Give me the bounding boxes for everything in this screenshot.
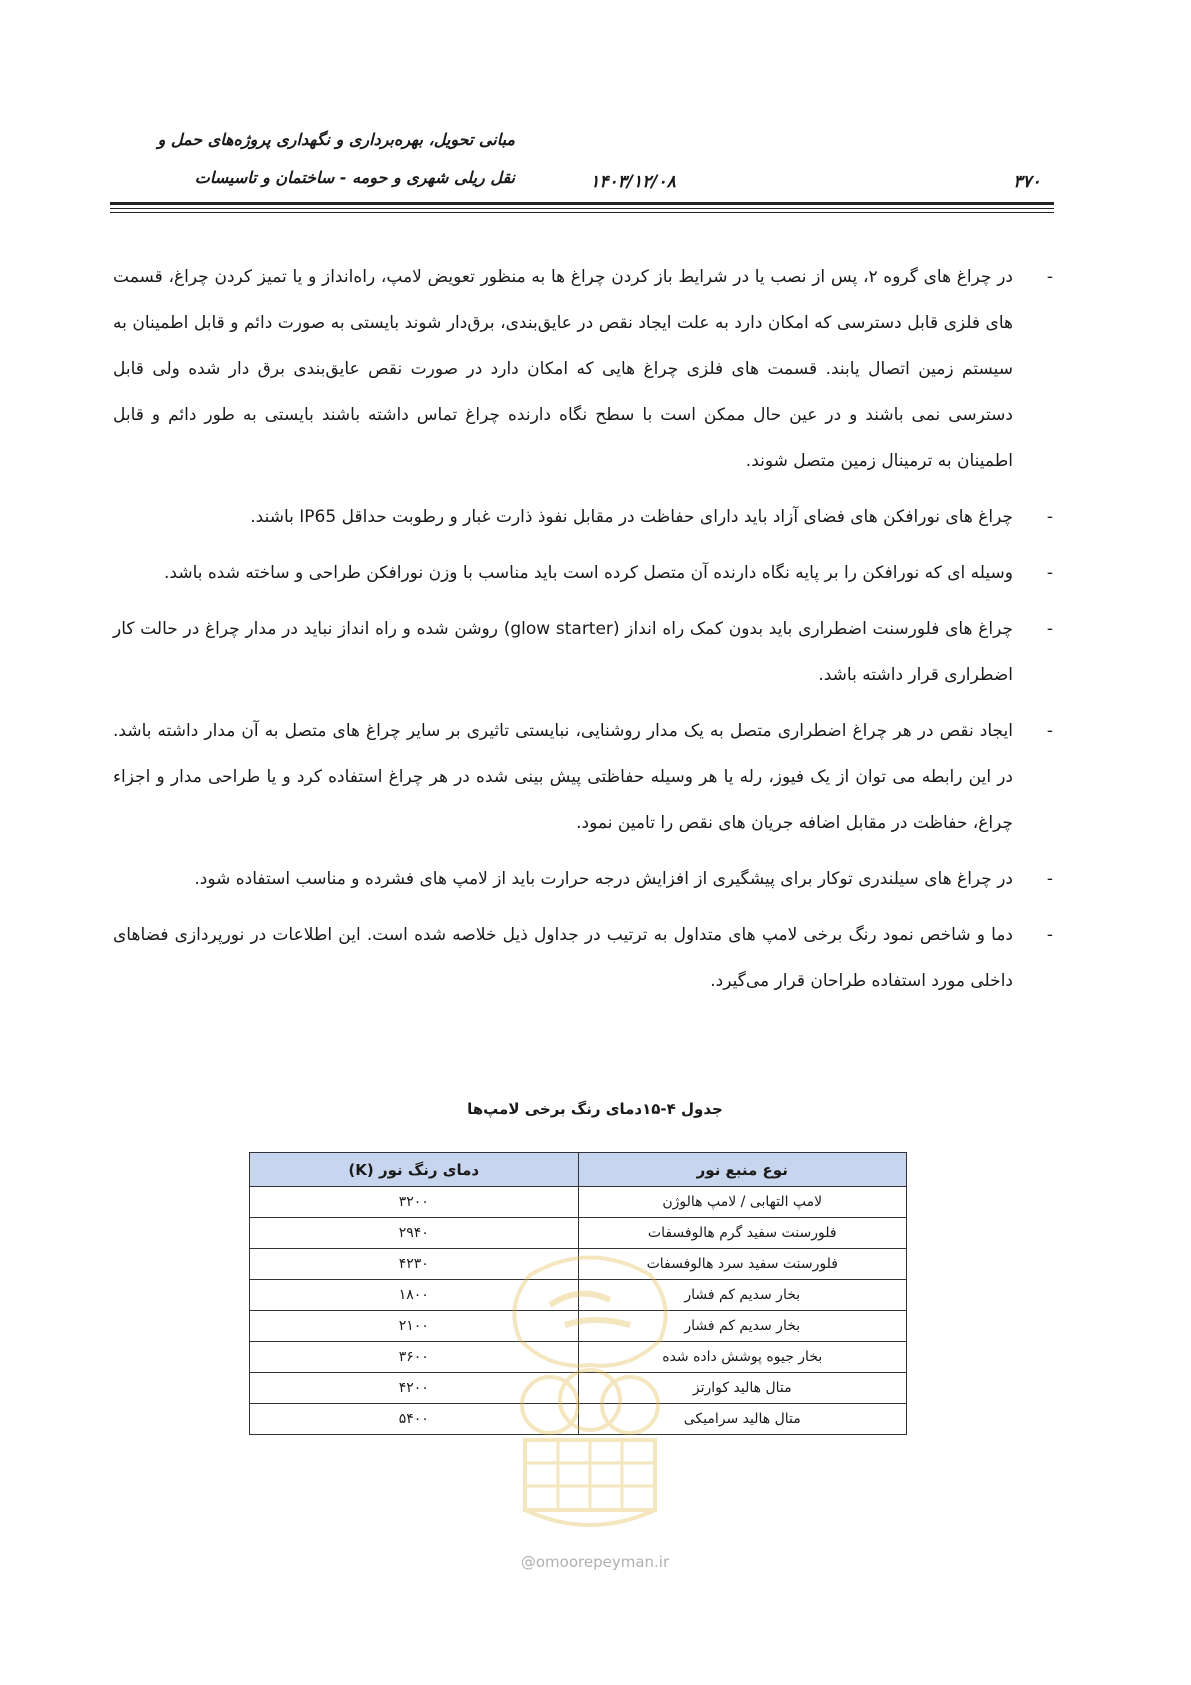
bullet-dash: - [1046,619,1053,639]
cell-source: لامپ التهابی / لامپ هالوژن [578,1187,907,1218]
body-text [113,254,1053,1014]
list-item-text: ایجاد نقص در هر چراغ اضطراری متصل به یک مدار روشنایی، نبایستی تاثیری بر سایر چراغ های متصل به آن مدار داشته باشد. در این رابطه می توان از یک فیوز، رله یا هر وسیله حفاظتی پیش بینی شده در هر چراغ استفاده کرد و یا طراحی مدار و اجزاء چراغ، حفاظت در مقابل اضافه جریان های نقص را تامین نمود. [113,721,1013,833]
cell-temp: ۲۱۰۰ [250,1311,579,1342]
bullet-dash: - [1046,267,1053,287]
cell-source: بخار سدیم کم فشار [578,1311,907,1342]
list-item [113,856,1053,902]
table-row [250,1218,907,1249]
cell-source: بخار سدیم کم فشار [578,1280,907,1311]
bullet-dash: - [1046,563,1053,583]
column-header-source: نوع منبع نور [578,1153,907,1187]
cell-temp: ۴۲۳۰ [250,1249,579,1280]
list-item [113,550,1053,596]
list-item [113,606,1053,698]
list-item [113,254,1053,484]
list-item-text: چراغ های فلورسنت اضطراری باید بدون کمک راه انداز (glow starter) روشن شده و راه انداز نباید در مدار چراغ در حالت کار اضطراری قرار داشته باشد. [113,619,1013,685]
cell-temp: ۵۴۰۰ [250,1404,579,1435]
header-rule-thick [110,202,1054,205]
cell-source: متال هالید کوارتز [578,1373,907,1404]
table-row [250,1187,907,1218]
list-item-text: در چراغ های سیلندری توکار برای پیشگیری از افزایش درجه حرارت باید از لامپ های فشرده و مناسب استفاده شود. [194,869,1013,889]
bullet-dash: - [1046,925,1053,945]
bullet-dash: - [1046,507,1053,527]
cell-temp: ۳۲۰۰ [250,1187,579,1218]
list-item-text: در چراغ های گروه ۲، پس از نصب یا در شرایط باز کردن چراغ ها به منظور تعویض لامپ، راه‌انداز و یا تمیز کردن چراغ، قسمت های فلزی قابل دسترسی که امکان دارد به علت ایجاد نقص در عایق‌بندی، برق‌دار شوند بایستی به صورت دائم و قابل اطمینان به سیستم زمین اتصال یابند. قسمت های فلزی چراغ هایی که امکان دارد در صورت نقص عایق‌بندی برق دار شده ولی قابل دسترسی نمی باشند و در عین حال ممکن است با سطح نگاه دارنده چراغ تماس داشته باشند بایستی به طور دائم و قابل اطمینان به ترمینال زمین متصل شوند. [113,267,1013,471]
watermark-site: @omoorepeyman.ir [520,1553,670,1571]
watermark-logo [490,1245,690,1545]
header-title-line1: مبانی تحویل، بهره‌برداری و نگهداری پروژه‌های حمل و [157,130,515,149]
header-title-line2: نقل ریلی شهری و حومه - ساختمان و تاسیسات [194,168,515,187]
header-rule-thin [110,208,1054,209]
cell-source: بخار جیوه پوشش داده شده [578,1342,907,1373]
list-item-text: چراغ های نورافکن های فضای آزاد باید دارای حفاظت در مقابل نفوذ ذارت غبار و رطوبت حداقل IP65 باشند. [250,507,1013,527]
cell-source: فلورسنت سفید گرم هالوفسفات [578,1218,907,1249]
page-number: ۳۷۰ [1013,172,1041,192]
bullet-dash: - [1046,721,1053,741]
list-item [113,494,1053,540]
list-item [113,912,1053,1004]
header-date: ۱۴۰۳/۱۲/۰۸ [590,172,676,192]
table-caption: جدول ۴-۱۵دمای رنگ برخی لامپ‌ها [467,1100,723,1118]
column-header-temp: دمای رنگ نور (K) [250,1153,579,1187]
cell-temp: ۴۲۰۰ [250,1373,579,1404]
cell-temp: ۲۹۴۰ [250,1218,579,1249]
list-item-text: وسیله ای که نورافکن را بر پایه نگاه دارنده آن متصل کرده است باید مناسب با وزن نورافکن طراحی و ساخته شده باشد. [164,563,1013,583]
cell-source: فلورسنت سفید سرد هالوفسفات [578,1249,907,1280]
list-item-text: دما و شاخص نمود رنگ برخی لامپ های متداول به ترتیب در جداول ذیل خلاصه شده است. این اطلاعات در نورپردازی فضاهای داخلی مورد استفاده طراحان قرار می‌گیرد. [113,925,1013,991]
bullet-dash: - [1046,869,1053,889]
table-header-row [250,1153,907,1187]
cell-temp: ۱۸۰۰ [250,1280,579,1311]
list-item [113,708,1053,846]
cell-source: متال هالید سرامیکی [578,1404,907,1435]
cell-temp: ۳۶۰۰ [250,1342,579,1373]
header-rule-thin [110,212,1054,213]
